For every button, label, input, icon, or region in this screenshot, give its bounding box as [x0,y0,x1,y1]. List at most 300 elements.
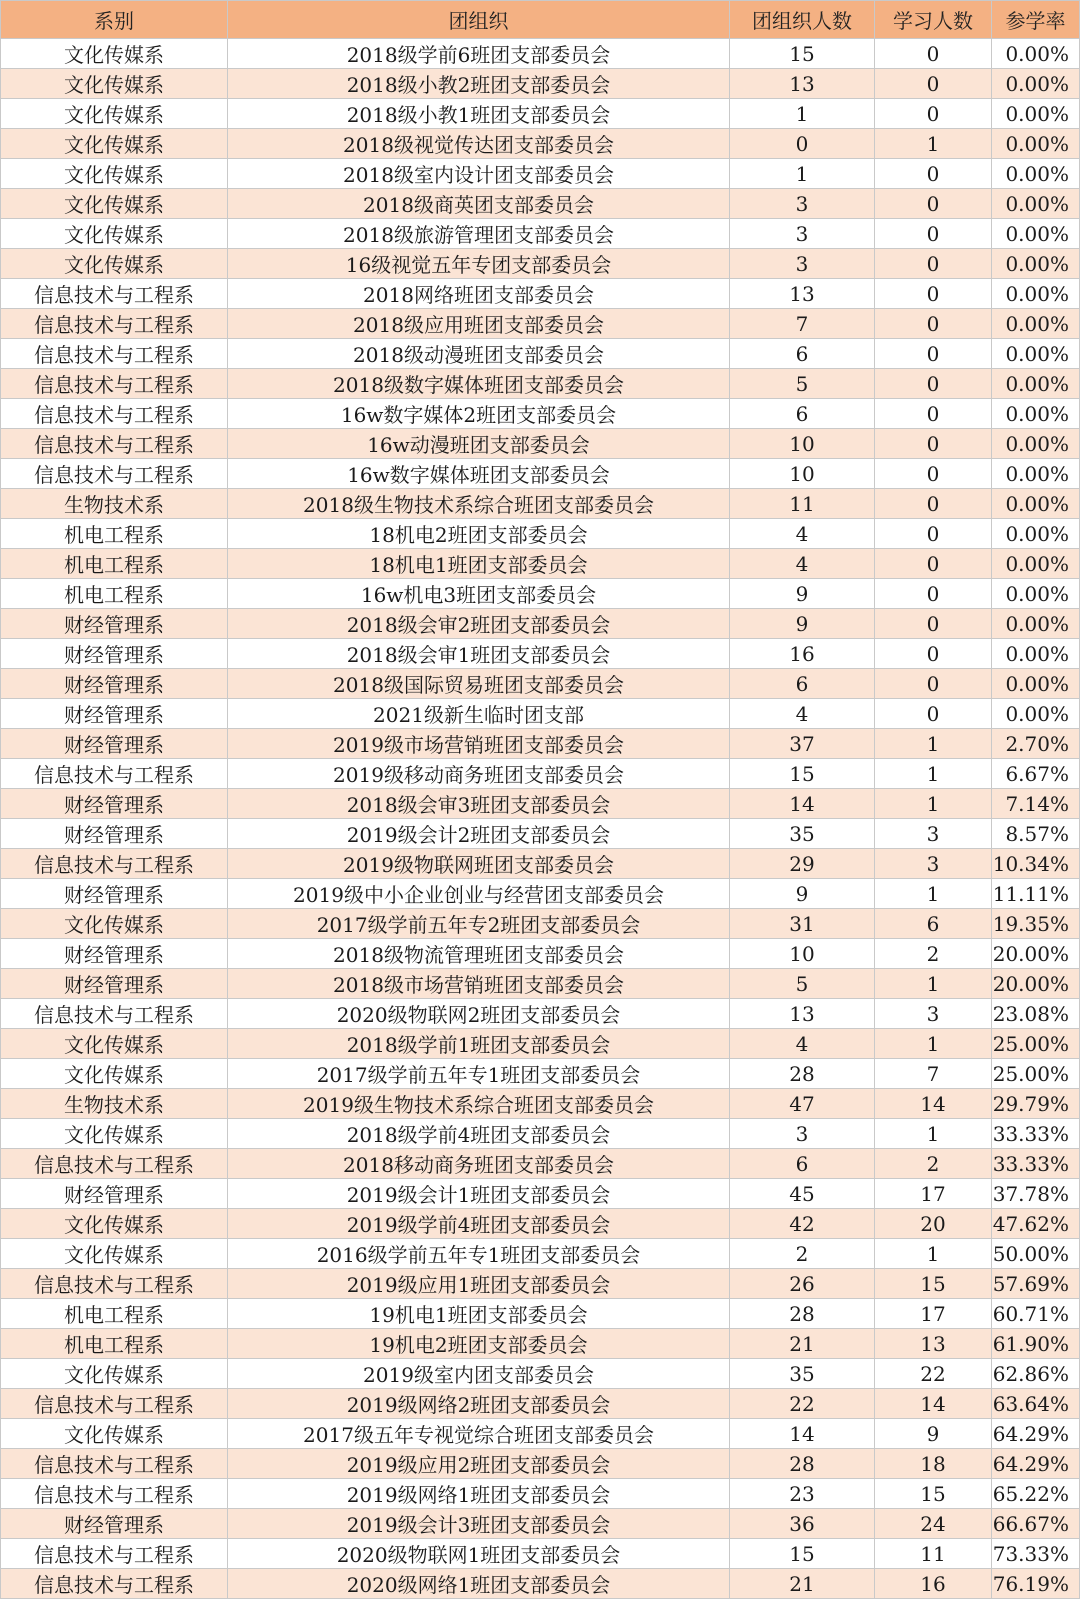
organization-cell: 2018级物流管理班团支部委员会 [228,939,730,969]
table-row [1,1269,1080,1299]
participation-rate-cell: 19.35% [992,909,1080,939]
organization-cell: 2018级小教2班团支部委员会 [228,69,730,99]
department-cell: 生物技术系 [1,1089,228,1119]
learner-count-cell: 3 [875,849,992,879]
learner-count-cell: 17 [875,1179,992,1209]
organization-cell: 16级视觉五年专团支部委员会 [228,249,730,279]
table-row [1,729,1080,759]
table-row [1,849,1080,879]
department-cell: 财经管理系 [1,969,228,999]
participation-rate-cell: 0.00% [992,309,1080,339]
participation-rate-cell: 47.62% [992,1209,1080,1239]
participation-rate-cell: 0.00% [992,339,1080,369]
department-cell: 财经管理系 [1,789,228,819]
department-cell: 文化传媒系 [1,99,228,129]
member-count-cell: 7 [730,309,875,339]
table-row [1,369,1080,399]
learner-count-cell: 1 [875,879,992,909]
participation-rate-cell: 63.64% [992,1389,1080,1419]
participation-rate-cell: 0.00% [992,69,1080,99]
participation-rate-cell: 20.00% [992,969,1080,999]
member-count-cell: 15 [730,39,875,69]
learner-count-cell: 2 [875,939,992,969]
member-count-cell: 31 [730,909,875,939]
learner-count-cell: 15 [875,1269,992,1299]
member-count-cell: 1 [730,99,875,129]
member-count-cell: 28 [730,1449,875,1479]
table-row [1,1329,1080,1359]
member-count-cell: 36 [730,1509,875,1539]
member-count-cell: 10 [730,939,875,969]
participation-rate-cell: 0.00% [992,669,1080,699]
organization-cell: 2018级学前1班团支部委员会 [228,1029,730,1059]
participation-rate-cell: 37.78% [992,1179,1080,1209]
table-row [1,1179,1080,1209]
member-count-cell: 45 [730,1179,875,1209]
learner-count-cell: 0 [875,549,992,579]
member-count-cell: 14 [730,1419,875,1449]
learner-count-cell: 0 [875,519,992,549]
table-row [1,1239,1080,1269]
member-count-cell: 13 [730,999,875,1029]
table-header [1,1,1080,39]
department-cell: 财经管理系 [1,699,228,729]
organization-cell: 2018级数字媒体班团支部委员会 [228,369,730,399]
organization-cell: 2020级物联网1班团支部委员会 [228,1539,730,1569]
learner-count-cell: 0 [875,309,992,339]
participation-rate-cell: 64.29% [992,1449,1080,1479]
department-cell: 信息技术与工程系 [1,1389,228,1419]
organization-cell: 2020级网络1班团支部委员会 [228,1569,730,1599]
table-row [1,249,1080,279]
member-count-cell: 0 [730,129,875,159]
participation-rate-cell: 0.00% [992,159,1080,189]
header-learner-count: 学习人数 [875,1,992,39]
member-count-cell: 15 [730,759,875,789]
table-row [1,579,1080,609]
learner-count-cell: 16 [875,1569,992,1599]
header-organization: 团组织 [228,1,730,39]
member-count-cell: 9 [730,579,875,609]
member-count-cell: 14 [730,789,875,819]
member-count-cell: 42 [730,1209,875,1239]
department-cell: 信息技术与工程系 [1,1269,228,1299]
learner-count-cell: 0 [875,219,992,249]
table-row [1,1419,1080,1449]
participation-rate-cell: 10.34% [992,849,1080,879]
table-row [1,999,1080,1029]
department-cell: 财经管理系 [1,1179,228,1209]
department-cell: 信息技术与工程系 [1,1569,228,1599]
organization-cell: 2016级学前五年专1班团支部委员会 [228,1239,730,1269]
department-cell: 文化传媒系 [1,1119,228,1149]
participation-rate-cell: 0.00% [992,189,1080,219]
department-cell: 信息技术与工程系 [1,1449,228,1479]
member-count-cell: 29 [730,849,875,879]
table-row [1,279,1080,309]
table-row [1,1479,1080,1509]
table-row [1,969,1080,999]
department-cell: 文化传媒系 [1,909,228,939]
table-row [1,459,1080,489]
organization-cell: 2019级市场营销班团支部委员会 [228,729,730,759]
learner-count-cell: 0 [875,459,992,489]
department-cell: 文化传媒系 [1,189,228,219]
department-cell: 文化传媒系 [1,219,228,249]
learner-count-cell: 1 [875,1239,992,1269]
learner-count-cell: 20 [875,1209,992,1239]
learner-count-cell: 0 [875,609,992,639]
organization-cell: 18机电2班团支部委员会 [228,519,730,549]
table-row [1,129,1080,159]
member-count-cell: 6 [730,669,875,699]
department-cell: 文化传媒系 [1,1239,228,1269]
table-row [1,819,1080,849]
member-count-cell: 1 [730,159,875,189]
participation-rate-cell: 65.22% [992,1479,1080,1509]
learner-count-cell: 1 [875,1119,992,1149]
department-cell: 信息技术与工程系 [1,279,228,309]
learner-count-cell: 1 [875,129,992,159]
organization-cell: 2019级网络1班团支部委员会 [228,1479,730,1509]
table-body [1,39,1080,1599]
member-count-cell: 4 [730,549,875,579]
department-cell: 信息技术与工程系 [1,1539,228,1569]
member-count-cell: 6 [730,399,875,429]
organization-cell: 2019级生物技术系综合班团支部委员会 [228,1089,730,1119]
organization-cell: 2018移动商务班团支部委员会 [228,1149,730,1179]
table-row [1,1389,1080,1419]
participation-rate-cell: 0.00% [992,639,1080,669]
learner-count-cell: 1 [875,1029,992,1059]
table-row [1,1029,1080,1059]
member-count-cell: 10 [730,429,875,459]
organization-cell: 2018级国际贸易班团支部委员会 [228,669,730,699]
learner-count-cell: 1 [875,729,992,759]
participation-rate-cell: 0.00% [992,579,1080,609]
member-count-cell: 13 [730,69,875,99]
member-count-cell: 9 [730,609,875,639]
member-count-cell: 6 [730,1149,875,1179]
header-department: 系别 [1,1,228,39]
organization-cell: 2019级室内团支部委员会 [228,1359,730,1389]
organization-cell: 2018级生物技术系综合班团支部委员会 [228,489,730,519]
table-row [1,69,1080,99]
organization-cell: 2020级物联网2班团支部委员会 [228,999,730,1029]
organization-cell: 2018网络班团支部委员会 [228,279,730,309]
table-row [1,339,1080,369]
participation-rate-cell: 6.67% [992,759,1080,789]
organization-cell: 2019级移动商务班团支部委员会 [228,759,730,789]
participation-rate-cell: 20.00% [992,939,1080,969]
department-cell: 财经管理系 [1,879,228,909]
learner-count-cell: 11 [875,1539,992,1569]
department-cell: 文化传媒系 [1,129,228,159]
learner-count-cell: 0 [875,99,992,129]
participation-rate-cell: 33.33% [992,1119,1080,1149]
participation-rate-cell: 0.00% [992,519,1080,549]
table-row [1,519,1080,549]
organization-cell: 2021级新生临时团支部 [228,699,730,729]
table-row [1,39,1080,69]
table-row [1,609,1080,639]
organization-cell: 16w数字媒体班团支部委员会 [228,459,730,489]
table-row [1,1149,1080,1179]
learner-count-cell: 0 [875,159,992,189]
department-cell: 文化传媒系 [1,1359,228,1389]
member-count-cell: 28 [730,1059,875,1089]
department-cell: 机电工程系 [1,549,228,579]
department-cell: 机电工程系 [1,1299,228,1329]
department-cell: 信息技术与工程系 [1,309,228,339]
department-cell: 财经管理系 [1,609,228,639]
participation-rate-cell: 0.00% [992,549,1080,579]
participation-rate-cell: 0.00% [992,699,1080,729]
participation-rate-cell: 62.86% [992,1359,1080,1389]
member-count-cell: 5 [730,369,875,399]
member-count-cell: 21 [730,1329,875,1359]
participation-rate-cell: 8.57% [992,819,1080,849]
organization-cell: 2018级应用班团支部委员会 [228,309,730,339]
participation-rate-cell: 25.00% [992,1029,1080,1059]
member-count-cell: 3 [730,1119,875,1149]
organization-cell: 2018级视觉传达团支部委员会 [228,129,730,159]
member-count-cell: 6 [730,339,875,369]
organization-cell: 2018级会审1班团支部委员会 [228,639,730,669]
member-count-cell: 28 [730,1299,875,1329]
organization-cell: 2019级应用2班团支部委员会 [228,1449,730,1479]
participation-rate-cell: 0.00% [992,219,1080,249]
header-member-count: 团组织人数 [730,1,875,39]
member-count-cell: 26 [730,1269,875,1299]
participation-rate-cell: 73.33% [992,1539,1080,1569]
department-cell: 信息技术与工程系 [1,369,228,399]
learner-count-cell: 0 [875,69,992,99]
table-row [1,1059,1080,1089]
member-count-cell: 47 [730,1089,875,1119]
organization-cell: 2018级室内设计团支部委员会 [228,159,730,189]
department-cell: 生物技术系 [1,489,228,519]
participation-rate-cell: 0.00% [992,399,1080,429]
learner-count-cell: 0 [875,39,992,69]
member-count-cell: 4 [730,1029,875,1059]
table-row [1,789,1080,819]
learner-count-cell: 3 [875,999,992,1029]
table-row [1,399,1080,429]
learner-count-cell: 14 [875,1389,992,1419]
department-cell: 财经管理系 [1,819,228,849]
learner-count-cell: 6 [875,909,992,939]
learner-count-cell: 0 [875,489,992,519]
department-cell: 文化传媒系 [1,1029,228,1059]
organization-cell: 2019级物联网班团支部委员会 [228,849,730,879]
member-count-cell: 3 [730,189,875,219]
learner-count-cell: 14 [875,1089,992,1119]
organization-cell: 2018级市场营销班团支部委员会 [228,969,730,999]
department-cell: 信息技术与工程系 [1,429,228,459]
organization-cell: 16w数字媒体2班团支部委员会 [228,399,730,429]
participation-rate-cell: 50.00% [992,1239,1080,1269]
participation-rate-cell: 61.90% [992,1329,1080,1359]
learner-count-cell: 0 [875,639,992,669]
table-row [1,1539,1080,1569]
member-count-cell: 15 [730,1539,875,1569]
participation-rate-cell: 0.00% [992,459,1080,489]
participation-rate-cell: 0.00% [992,129,1080,159]
organization-cell: 2017级五年专视觉综合班团支部委员会 [228,1419,730,1449]
table-row [1,939,1080,969]
organization-cell: 18机电1班团支部委员会 [228,549,730,579]
participation-rate-cell: 0.00% [992,99,1080,129]
department-cell: 财经管理系 [1,669,228,699]
organization-cell: 2017级学前五年专2班团支部委员会 [228,909,730,939]
table-row [1,639,1080,669]
organization-cell: 19机电2班团支部委员会 [228,1329,730,1359]
organization-cell: 2018级商英团支部委员会 [228,189,730,219]
organization-cell: 19机电1班团支部委员会 [228,1299,730,1329]
learner-count-cell: 3 [875,819,992,849]
member-count-cell: 9 [730,879,875,909]
department-cell: 机电工程系 [1,519,228,549]
department-cell: 文化传媒系 [1,69,228,99]
learner-count-cell: 17 [875,1299,992,1329]
learner-count-cell: 18 [875,1449,992,1479]
member-count-cell: 13 [730,279,875,309]
learner-count-cell: 24 [875,1509,992,1539]
member-count-cell: 35 [730,819,875,849]
participation-rate-cell: 33.33% [992,1149,1080,1179]
organization-cell: 2018级会审3班团支部委员会 [228,789,730,819]
organization-cell: 2019级学前4班团支部委员会 [228,1209,730,1239]
organization-cell: 2018级会审2班团支部委员会 [228,609,730,639]
participation-rate-cell: 0.00% [992,489,1080,519]
table-row [1,309,1080,339]
table-row [1,759,1080,789]
organization-cell: 2019级网络2班团支部委员会 [228,1389,730,1419]
department-cell: 信息技术与工程系 [1,999,228,1029]
learner-count-cell: 0 [875,279,992,309]
department-cell: 财经管理系 [1,1509,228,1539]
participation-rate-cell: 0.00% [992,609,1080,639]
member-count-cell: 3 [730,249,875,279]
department-cell: 信息技术与工程系 [1,1479,228,1509]
table-row [1,189,1080,219]
participation-rate-cell: 7.14% [992,789,1080,819]
learner-count-cell: 0 [875,399,992,429]
table-row [1,1449,1080,1479]
learner-count-cell: 0 [875,369,992,399]
participation-rate-cell: 23.08% [992,999,1080,1029]
table-row [1,1359,1080,1389]
table-row [1,1299,1080,1329]
department-cell: 机电工程系 [1,579,228,609]
department-cell: 文化传媒系 [1,1209,228,1239]
participation-rate-cell: 64.29% [992,1419,1080,1449]
department-cell: 文化传媒系 [1,249,228,279]
department-cell: 信息技术与工程系 [1,849,228,879]
learner-count-cell: 13 [875,1329,992,1359]
organization-cell: 2019级中小企业创业与经营团支部委员会 [228,879,730,909]
department-cell: 信息技术与工程系 [1,459,228,489]
learner-count-cell: 7 [875,1059,992,1089]
department-cell: 财经管理系 [1,639,228,669]
table-row [1,159,1080,189]
department-cell: 信息技术与工程系 [1,339,228,369]
participation-rate-cell: 76.19% [992,1569,1080,1599]
learner-count-cell: 1 [875,969,992,999]
learner-count-cell: 0 [875,249,992,279]
learner-count-cell: 22 [875,1359,992,1389]
learner-count-cell: 0 [875,429,992,459]
department-cell: 信息技术与工程系 [1,399,228,429]
participation-rate-cell: 0.00% [992,369,1080,399]
department-cell: 文化传媒系 [1,1419,228,1449]
table-row [1,429,1080,459]
organization-cell: 2018级旅游管理团支部委员会 [228,219,730,249]
organization-cell: 16w动漫班团支部委员会 [228,429,730,459]
member-count-cell: 21 [730,1569,875,1599]
learner-count-cell: 9 [875,1419,992,1449]
member-count-cell: 4 [730,519,875,549]
organization-cell: 2019级会计1班团支部委员会 [228,1179,730,1209]
organization-cell: 2018级小教1班团支部委员会 [228,99,730,129]
header-participation-rate: 参学率 [992,1,1080,39]
organization-cell: 2019级应用1班团支部委员会 [228,1269,730,1299]
organization-cell: 2018级学前4班团支部委员会 [228,1119,730,1149]
department-cell: 文化传媒系 [1,39,228,69]
learner-count-cell: 0 [875,579,992,609]
learner-count-cell: 0 [875,699,992,729]
participation-rate-cell: 60.71% [992,1299,1080,1329]
table-row [1,909,1080,939]
department-cell: 文化传媒系 [1,1059,228,1089]
organization-cell: 2019级会计3班团支部委员会 [228,1509,730,1539]
participation-rate-cell: 0.00% [992,429,1080,459]
table-row [1,699,1080,729]
member-count-cell: 4 [730,699,875,729]
table-row [1,1089,1080,1119]
learner-count-cell: 2 [875,1149,992,1179]
organization-cell: 2018级学前6班团支部委员会 [228,39,730,69]
participation-rate-cell: 0.00% [992,249,1080,279]
department-cell: 机电工程系 [1,1329,228,1359]
member-count-cell: 11 [730,489,875,519]
learner-count-cell: 0 [875,189,992,219]
table-row [1,1119,1080,1149]
department-cell: 信息技术与工程系 [1,1149,228,1179]
learner-count-cell: 15 [875,1479,992,1509]
learner-count-cell: 1 [875,759,992,789]
member-count-cell: 2 [730,1239,875,1269]
header-row [1,1,1080,39]
member-count-cell: 37 [730,729,875,759]
participation-rate-cell: 2.70% [992,729,1080,759]
member-count-cell: 35 [730,1359,875,1389]
table-row [1,1509,1080,1539]
department-cell: 文化传媒系 [1,159,228,189]
participation-rate-cell: 11.11% [992,879,1080,909]
member-count-cell: 5 [730,969,875,999]
member-count-cell: 23 [730,1479,875,1509]
learner-count-cell: 0 [875,339,992,369]
department-cell: 财经管理系 [1,939,228,969]
table-row [1,219,1080,249]
organization-cell: 2017级学前五年专1班团支部委员会 [228,1059,730,1089]
organization-cell: 2019级会计2班团支部委员会 [228,819,730,849]
learner-count-cell: 1 [875,789,992,819]
participation-rate-cell: 0.00% [992,39,1080,69]
participation-rate-cell: 25.00% [992,1059,1080,1089]
